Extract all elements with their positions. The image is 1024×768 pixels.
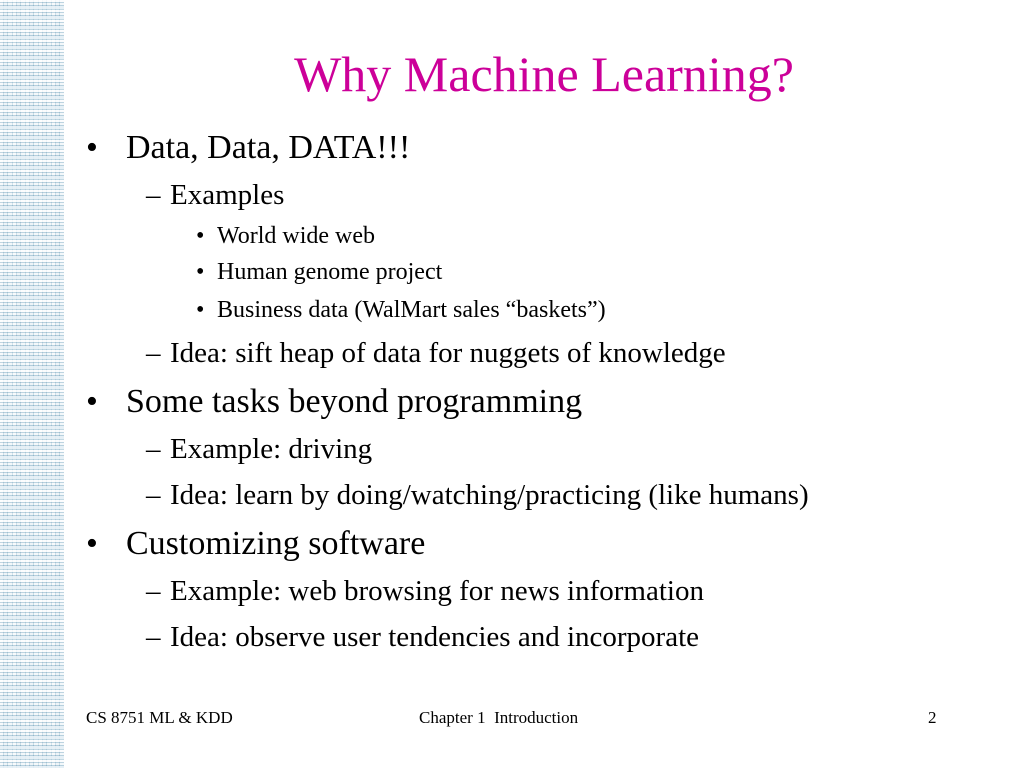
bullet-text: Some tasks beyond programming [126, 383, 583, 420]
sub-sub-bullet-marker: • [196, 259, 205, 285]
sub-bullet-marker: – [146, 179, 161, 211]
sub-sub-bullet-text: Human genome project [217, 259, 443, 285]
sub-bullet-marker: – [146, 479, 161, 511]
sub-bullet-text: Idea: sift heap of data for nuggets of knowledge [170, 337, 726, 369]
sub-bullet-marker: – [146, 621, 161, 653]
sub-bullet-text: Example: web browsing for news information [170, 575, 704, 607]
bullet-marker: • [86, 383, 98, 420]
sub-sub-bullet-marker: • [196, 297, 205, 323]
bullet-marker: • [86, 525, 98, 562]
sub-bullet-marker: – [146, 575, 161, 607]
sub-sub-bullet-text: Business data (WalMart sales “baskets”) [217, 297, 606, 323]
bullet-marker: • [86, 129, 98, 166]
sub-bullet-text: Idea: learn by doing/watching/practicing (like humans) [170, 479, 809, 511]
bullet-text: Customizing software [126, 525, 426, 562]
sub-bullet-text: Example: driving [170, 433, 373, 465]
footer-page-number: 2 [928, 708, 937, 727]
bullet-text: Data, Data, DATA!!! [126, 129, 411, 166]
sub-bullet-text: Examples [170, 179, 285, 211]
footer-course: CS 8751 ML & KDD [86, 708, 233, 727]
footer-chapter: Chapter 1 Introduction [419, 708, 579, 727]
sub-sub-bullet-text: World wide web [217, 223, 376, 249]
sub-bullet-marker: – [146, 433, 161, 465]
sub-sub-bullet-marker: • [196, 223, 205, 249]
sub-bullet-marker: – [146, 337, 161, 369]
slide-title: Why Machine Learning? [294, 46, 794, 102]
sub-bullet-text: Idea: observe user tendencies and incorporate [170, 621, 700, 653]
